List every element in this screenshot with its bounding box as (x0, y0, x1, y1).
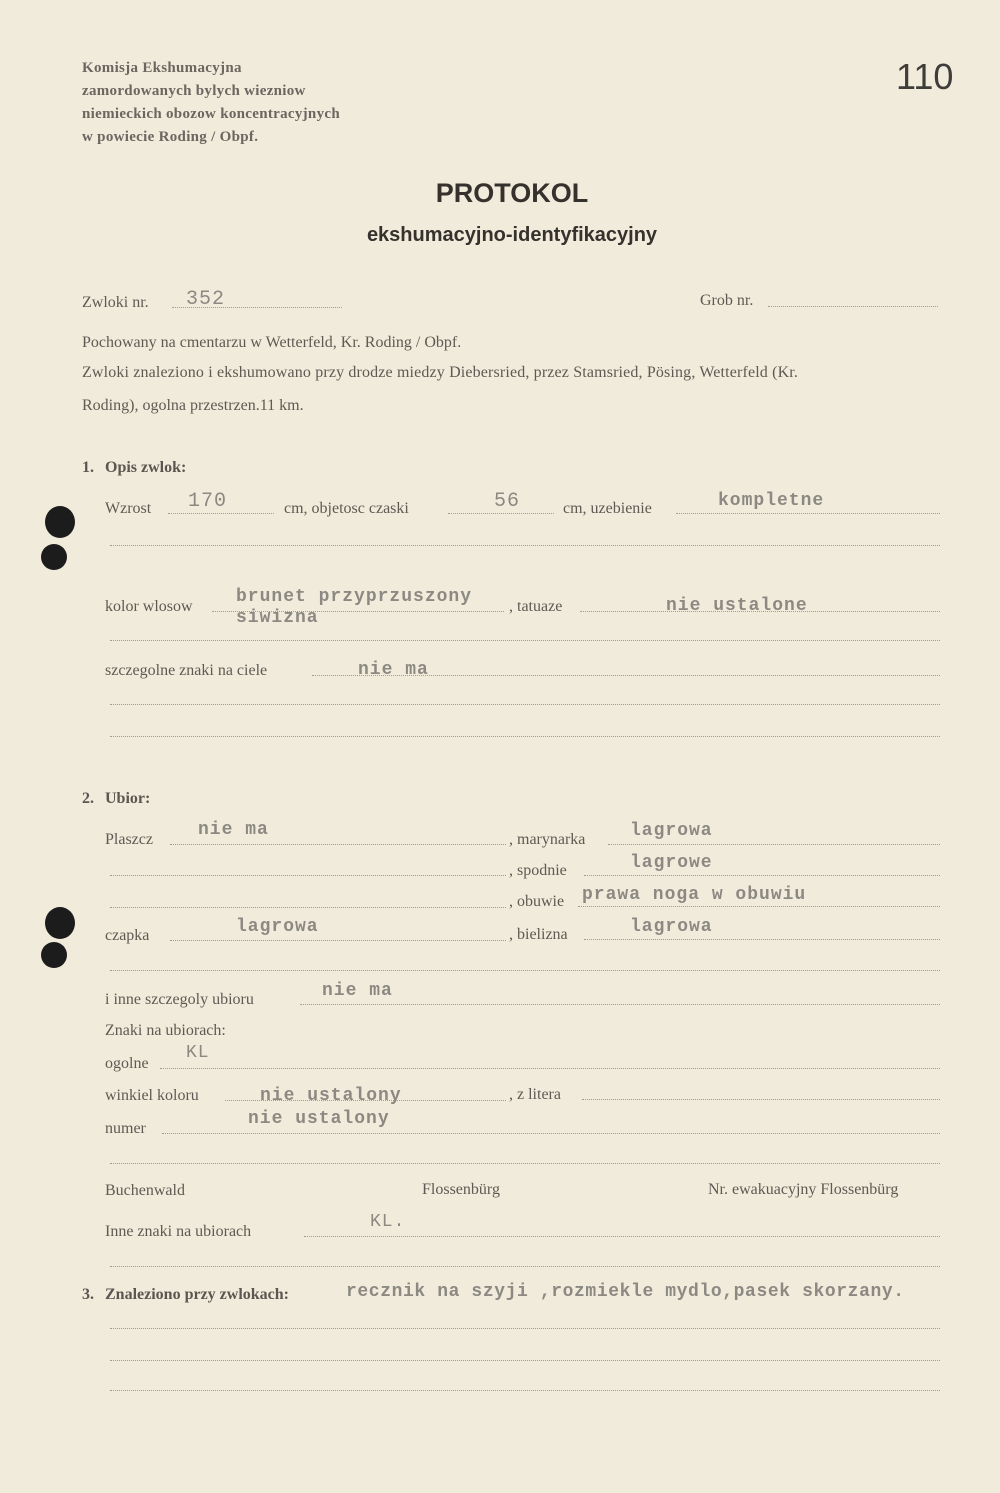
ogolne-value: KL (186, 1043, 210, 1063)
litera-label: , z litera (509, 1086, 561, 1103)
numer-label: numer (105, 1120, 146, 1137)
document-subtitle: ekshumacyjno-identyfikacyjny (366, 224, 658, 246)
bielizna-dotline (584, 939, 940, 940)
blank-line (110, 736, 940, 737)
inne-znaki-dotline (304, 1236, 940, 1237)
znaki-ubiorach-label: Znaki na ubiorach: (105, 1022, 226, 1039)
cm-uzebienie-label: cm, uzebienie (563, 500, 652, 517)
header-line-1: Komisja Ekshumacyjna (82, 60, 242, 76)
znaleziono-line-2: Roding), ogolna przestrzen.11 km. (82, 397, 304, 414)
wlosy-value-2: siwizna (236, 608, 319, 628)
wzrost-label: Wzrost (105, 500, 152, 517)
plaszcz-value: nie ma (198, 820, 269, 840)
wzrost-dotline (168, 513, 274, 514)
inne-znaki-value: KL. (370, 1212, 406, 1232)
obuwie-label: , obuwie (509, 893, 565, 910)
marynarka-label: , marynarka (509, 831, 586, 848)
punch-hole (41, 544, 67, 570)
obuwie-dotline (578, 906, 940, 907)
wlosy-value-1: brunet przyprzuszony (236, 587, 473, 607)
blank-line (110, 907, 506, 908)
zwloki-label: Zwloki nr. (82, 294, 149, 311)
pochowany-text: Pochowany na cmentarzu w Wetterfeld, Kr. Roding / Obpf. (82, 334, 462, 351)
winkiel-value: nie ustalony (260, 1086, 402, 1106)
buchenwald-label: Buchenwald (105, 1182, 185, 1199)
wzrost-value: 170 (188, 490, 228, 513)
blank-line (110, 640, 940, 641)
spodnie-dotline (584, 875, 940, 876)
blank-line (110, 545, 940, 546)
marynarka-dotline (608, 844, 940, 845)
ewakuacyjny-label: Nr. ewakuacyjny Flossenbürg (708, 1181, 899, 1198)
inne-szczegoly-value: nie ma (322, 981, 393, 1001)
header-line-3: niemieckich obozow koncentracyjnych (82, 106, 340, 122)
punch-hole (45, 907, 75, 939)
blank-line (110, 1266, 940, 1267)
numer-value: nie ustalony (248, 1109, 390, 1129)
page-number: 110 (896, 56, 954, 97)
document-title: PROTOKOL (435, 178, 589, 208)
spodnie-value: lagrowe (630, 853, 713, 873)
czapka-value: lagrowa (236, 917, 319, 937)
czapka-label: czapka (105, 927, 150, 944)
blank-line (110, 875, 506, 876)
litera-dotline (582, 1099, 940, 1100)
blank-line (110, 1360, 940, 1361)
plaszcz-label: Plaszcz (105, 831, 153, 848)
blank-line (110, 704, 940, 705)
tatuaze-value: nie ustalone (666, 596, 808, 616)
section-2-title: Ubior: (105, 790, 151, 807)
tatuaze-label: , tatuaze (509, 598, 563, 615)
cm-czaska-label: cm, objetosc czaski (284, 500, 409, 517)
blank-line (110, 1328, 940, 1329)
ogolne-dotline (160, 1068, 940, 1069)
bielizna-label: , bielizna (509, 926, 568, 943)
czaska-value: 56 (494, 490, 521, 513)
wlosy-label: kolor wlosow (105, 598, 193, 615)
section-3-value: recznik na szyji ,rozmiekle mydlo,pasek skorzany. (346, 1282, 905, 1302)
winkiel-label: winkiel koloru (105, 1087, 199, 1104)
obuwie-value: prawa noga w obuwiu (582, 885, 807, 905)
blank-line (110, 1163, 940, 1164)
section-3-number: 3. (82, 1286, 94, 1303)
czapka-dotline (170, 940, 506, 941)
ogolne-label: ogolne (105, 1055, 149, 1072)
section-3-title: Znaleziono przy zwlokach: (105, 1286, 289, 1303)
numer-dotline (162, 1133, 940, 1134)
uzebienie-value: kompletne (718, 491, 825, 511)
grob-label: Grob nr. (700, 292, 754, 309)
inne-szczegoly-dotline (300, 1004, 940, 1005)
bielizna-value: lagrowa (630, 917, 713, 937)
header-line-4: w powiecie Roding / Obpf. (82, 129, 259, 145)
punch-hole (45, 506, 75, 538)
inne-szczegoly-label: i inne szczegoly ubioru (105, 991, 254, 1008)
grob-dotline (768, 306, 938, 307)
flossenburg-label: Flossenbürg (422, 1181, 500, 1198)
znaleziono-line-1: Zwloki znaleziono i ekshumowano przy drodze miedzy Diebersried, przez Stamsried, Pösing, Wetterfeld (Kr. (82, 364, 799, 381)
plaszcz-dotline (170, 844, 506, 845)
uzebienie-dotline (676, 513, 940, 514)
blank-line (110, 970, 940, 971)
marynarka-value: lagrowa (630, 821, 713, 841)
section-2-number: 2. (82, 790, 94, 807)
punch-hole (41, 942, 67, 968)
zwloki-value: 352 (186, 288, 226, 311)
blank-line (110, 1390, 940, 1391)
inne-znaki-label: Inne znaki na ubiorach (105, 1223, 252, 1240)
spodnie-label: , spodnie (509, 862, 567, 879)
section-1-title: Opis zwlok: (105, 459, 187, 476)
znaki-ciele-label: szczegolne znaki na ciele (105, 662, 268, 679)
section-1-number: 1. (82, 459, 94, 476)
czaska-dotline (448, 513, 554, 514)
header-line-2: zamordowanych bylych wiezniow (82, 83, 306, 99)
znaki-ciele-value: nie ma (358, 660, 429, 680)
